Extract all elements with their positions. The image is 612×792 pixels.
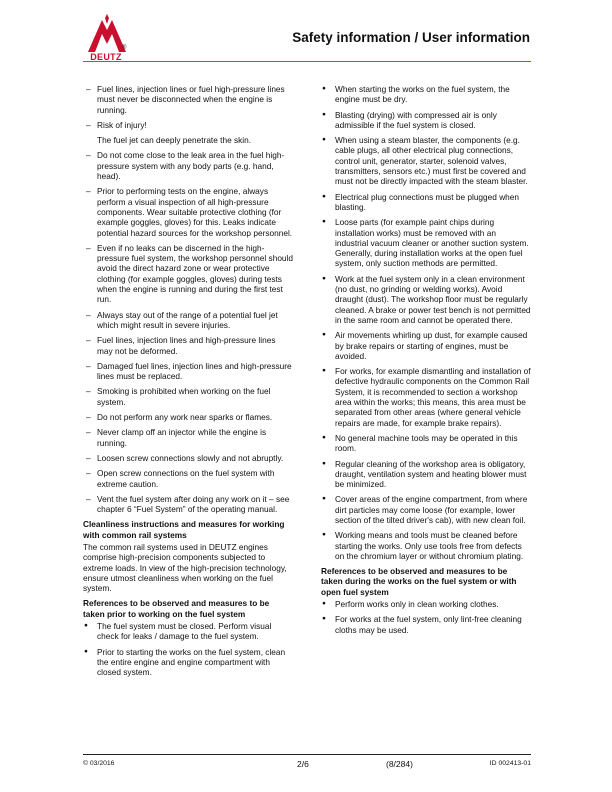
list-note: The fuel jet can deeply penetrate the skin. <box>97 135 252 146</box>
bullet-list-item: ● Working means and tools must be cleaned before starting the works. Only use tools free from defects on the chromium layer or without chromium plating. <box>321 530 531 561</box>
bullet-list-item: ● Air movements whirling up dust, for example caused by brake repairs or starting of engines, must be avoided. <box>321 330 531 361</box>
bullet-list-item: ● When starting the works on the fuel system, the engine must be dry. <box>321 84 531 105</box>
bullet-list-item: ● No general machine tools may be operated in this room. <box>321 433 531 454</box>
footer-date: © 03/2016 <box>83 760 115 767</box>
bullet-list-item: ● Prior to starting the works on the fuel system, clean the entire engine and engine compartment with closed system. <box>83 647 293 678</box>
dash-list-item: – Never clamp off an injector while the engine is running. <box>83 427 293 448</box>
bullet-list-item: ● When using a steam blaster, the components (e.g. cable plugs, all other electrical plug connections, control unit, generator, starter, solenoid valves, transmitters, sensors etc.) must first be covered and must not be directly impacted with the steam blaster. <box>321 135 531 186</box>
section-heading: Cleanliness instructions and measures for working with common rail systems <box>83 519 285 540</box>
page-title: Safety information / User information <box>292 30 530 45</box>
dash-list-item: – Even if no leaks can be discerned in the high-pressure fuel system, the workshop personnel should avoid the direct hazard zone or wear protective clothing (for example goggles, gloves) during tests when the engine is running and during the first test run. <box>83 243 293 305</box>
bullet-list-item: ● Electrical plug connections must be plugged when blasting. <box>321 192 531 213</box>
bullet-list-item: ● Work at the fuel system only in a clean environment (no dust, no grinding or welding works). Avoid draught (dust). The workshop floor must be regularly cleaned. A brake or power test bench is not permitted in the same room and cannot be operated there. <box>321 274 531 325</box>
section-heading: References to be observed and measures to be taken prior to working on the fuel system <box>83 598 270 619</box>
dash-list-item: – Vent the fuel system after doing any work on it – see chapter 6 “Fuel System” of the operating manual. <box>83 494 293 515</box>
dash-list-item: – Damaged fuel lines, injection lines and high-pressure lines must be replaced. <box>83 361 293 382</box>
footer-divider <box>83 754 531 755</box>
dash-list-item: – Do not perform any work near sparks or flames. <box>83 412 293 422</box>
dash-list-item: – Loosen screw connections slowly and not abruptly. <box>83 453 293 463</box>
bullet-list-item: ● Perform works only in clean working clothes. <box>321 599 531 609</box>
dash-list-item: – Risk of injury! <box>83 120 293 130</box>
section-heading: References to be observed and measures to be taken during the works on the fuel system or with open fuel system <box>321 566 517 597</box>
dash-list-item: – Always stay out of the range of a potential fuel jet which might result in severe injuries. <box>83 310 293 331</box>
dash-list-item: – Prior to performing tests on the engine, always perform a visual inspection of all high-pressure components. Wear suitable protective clothing (for example goggles, gloves) for this. Leaks indicate potential hazard sources for the workshop personnel. <box>83 186 293 237</box>
bullet-list-item: ● Loose parts (for example paint chips during installation works) must be removed with an industrial vacuum cleaner or another suction system. Generally, during installation works at the open fuel system, only suction methods are permitted. <box>321 217 531 268</box>
right-column <box>321 84 531 640</box>
bullet-list-item: ● For works at the fuel system, only lint-free cleaning cloths may be used. <box>321 614 531 635</box>
header-divider <box>83 61 531 62</box>
registered-mark: ® <box>122 45 127 51</box>
bullet-list-item: ● For works, for example dismantling and installation of defective hydraulic components on the Common Rail System, it is recommended to section a workshop area within the works; this means, this area must be separated from other areas (where general vehicle repairs are made, for example brake repairs). <box>321 366 531 428</box>
footer-document-id: ID 002413-01 <box>489 760 531 767</box>
dash-list-item: – Do not come close to the leak area in the fuel high-pressure system with any body parts (e.g. hand, head). <box>83 150 293 181</box>
footer-total-page: (8/284) <box>386 759 413 769</box>
footer-page-number: 2/6 <box>297 759 309 769</box>
dash-list-item: – Open screw connections on the fuel system with extreme caution. <box>83 468 293 489</box>
deutz-logo <box>80 14 140 64</box>
dash-list-item: – Fuel lines, injection lines or fuel high-pressure lines must never be disconnected when the engine is running. <box>83 84 293 115</box>
paragraph: The common rail systems used in DEUTZ engines comprise high-precision components subjected to extreme loads. In view of the high-precision technology, ensure utmost cleanliness when working on the fuel system. <box>83 541 287 594</box>
dash-list-item: – Fuel lines, injection lines and high-pressure lines may not be deformed. <box>83 335 293 356</box>
dash-list-item: – Smoking is prohibited when working on the fuel system. <box>83 386 293 407</box>
brand-name: DEUTZ <box>90 52 122 62</box>
bullet-list-item: ● The fuel system must be closed. Perform visual check for leaks / damage to the fuel system. <box>83 621 293 642</box>
left-column <box>83 84 293 683</box>
bullet-list-item: ● Regular cleaning of the workshop area is obligatory, draught, ventilation system and heating blower must be minimized. <box>321 459 531 490</box>
bullet-list-item: ● Cover areas of the engine compartment, from where dirt particles may come loose (for example, lower section of the tilted driver's cab), with new clean foil. <box>321 494 531 525</box>
bullet-list-item: ● Blasting (drying) with compressed air is only admissible if the fuel system is closed. <box>321 110 531 131</box>
